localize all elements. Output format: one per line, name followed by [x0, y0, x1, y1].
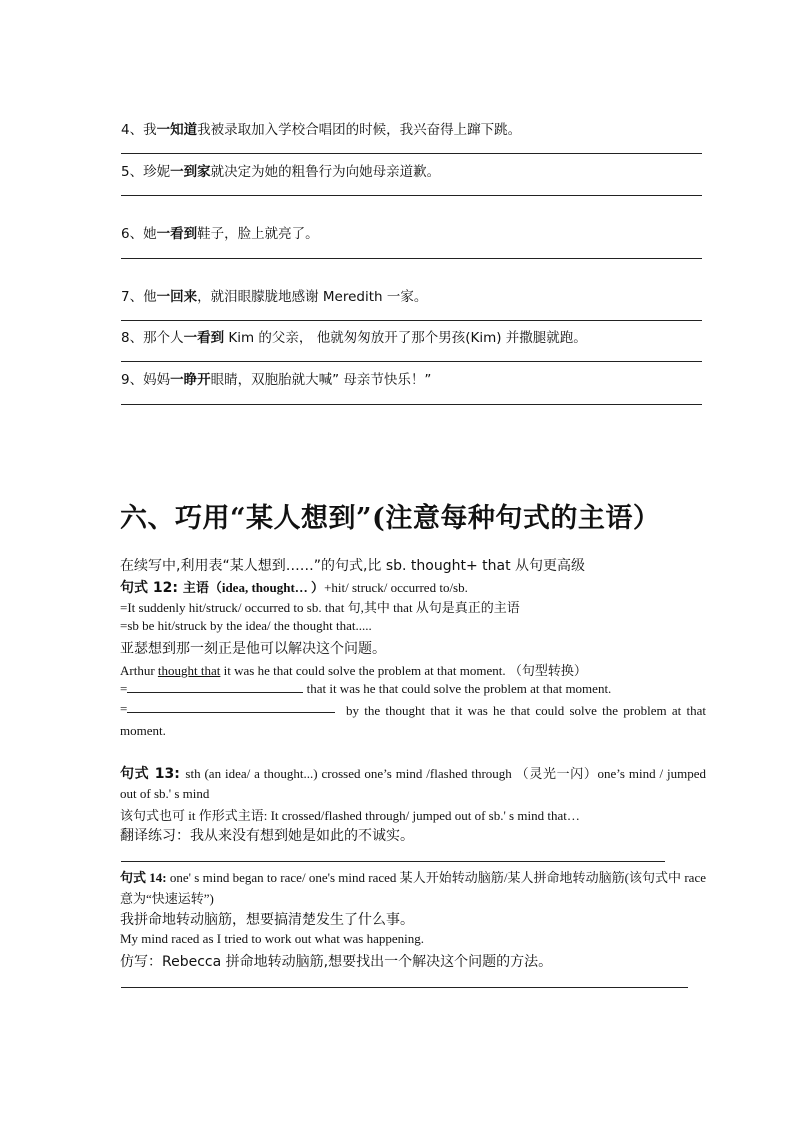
question-keyword: 一到家 [170, 164, 211, 180]
question-text: 我 [143, 122, 157, 138]
question-text: 我被录取加入学校合唱团的时候，我兴奋得上蹿下跳。 [197, 122, 522, 138]
pattern-label: 句式 12: [120, 580, 183, 596]
question-5 [121, 160, 440, 180]
question-keyword: 一睁开 [170, 372, 211, 388]
question-6 [121, 222, 319, 242]
equals-sign: = [120, 681, 128, 696]
question-text: 鞋子，脸上就亮了。 [197, 226, 319, 242]
question-number: 5、 [121, 164, 144, 180]
pattern-12-rewrite-1 [120, 681, 611, 697]
question-text: 妈妈 [143, 372, 171, 388]
answer-line[interactable] [121, 195, 702, 196]
question-keyword: 一看到 [183, 330, 225, 346]
question-keyword: 一知道 [156, 122, 198, 138]
pattern-12-heading [120, 577, 468, 597]
example-text: it was he that could solve the problem at that moment. （句型转换） [220, 663, 587, 678]
question-text: 就决定为她的粗鲁行为向她母亲道歉。 [210, 164, 441, 180]
question-text: 她 [143, 226, 157, 242]
question-text: 他 [143, 289, 157, 305]
equals-sign: = [120, 701, 128, 716]
answer-line[interactable] [121, 258, 702, 259]
answer-line[interactable] [121, 861, 665, 862]
pattern-12-rewrite-2: by the thought that it was he that could solve the problem at that moment. [120, 703, 706, 738]
example-text: Arthur [120, 663, 158, 678]
pattern-subject: 主语（idea, thought… ） [182, 580, 325, 595]
question-7 [121, 285, 427, 305]
question-9 [121, 368, 431, 388]
pattern-12-example-cn: 亚瑟想到那一刻正是他可以解决这个问题。 [120, 641, 386, 657]
question-number: 7、 [121, 289, 144, 305]
pattern-12-example-en [120, 660, 587, 679]
question-number: 8、 [121, 330, 144, 346]
question-4 [121, 118, 521, 138]
answer-line[interactable] [121, 404, 702, 405]
pattern-12-line-3: =sb be hit/struck by the idea/ the thought that..... [120, 618, 372, 633]
question-number: 4、 [121, 122, 144, 138]
pattern-rest: one' s mind began to race/ one's mind raced 某人开始转动脑筋/某人拼命地转动脑筋(该句式中 race 意为“快速运转”) [120, 870, 706, 906]
question-text: Kim 的父亲， 他就匆匆放开了那个男孩(Kim) 并撒腿就跑。 [224, 330, 587, 346]
pattern-rest: sth (an idea/ a thought...) crossed one’s mind /flashed through （灵光一闪）one’s mind / jumped out of sb.' s mind [120, 766, 706, 801]
pattern-13-line-2: 该句式也可 it 作形式主语: It crossed/flashed through/ jumped out of sb.' s mind that… [120, 808, 580, 823]
pattern-14-example-cn: 我拼命地转动脑筋，想要搞清楚发生了什么事。 [120, 912, 414, 928]
question-keyword: 一回来 [156, 289, 198, 305]
answer-line[interactable] [121, 320, 702, 321]
pattern-12-line-2: =It suddenly hit/struck/ occurred to sb. that 句,其中 that 从句是真正的主语 [120, 600, 520, 615]
question-8 [121, 326, 587, 346]
section-intro: 在续写中,利用表“某人想到……”的句式,比 sb. thought+ that 从句更高级 [120, 558, 586, 574]
pattern-14-example-en: My mind raced as I tried to work out what was happening. [120, 931, 424, 946]
pattern-14-heading [120, 867, 706, 909]
section-title: 六、巧用“某人想到”(注意每种句式的主语） [120, 503, 661, 534]
answer-line[interactable] [121, 153, 702, 154]
pattern-13-exercise: 翻译练习：我从来没有想到她是如此的不诚实。 [120, 828, 414, 844]
pattern-rest: +hit/ struck/ occurred to/sb. [324, 580, 468, 595]
rewrite-text: that it was he that could solve the problem at that moment. [303, 681, 612, 696]
pattern-13-heading [120, 764, 706, 804]
question-keyword: 一看到 [156, 226, 198, 242]
fill-blank[interactable] [127, 681, 303, 693]
question-text: 珍妮 [143, 164, 171, 180]
answer-line[interactable] [121, 987, 688, 988]
question-number: 6、 [121, 226, 144, 242]
question-text: 眼睛，双胞胎就大喊” 母亲节快乐！” [210, 372, 432, 388]
question-number: 9、 [121, 372, 144, 388]
answer-line[interactable] [121, 361, 702, 362]
example-underlined: thought that [157, 663, 221, 678]
question-text: ，就泪眼朦胧地感谢 Meredith 一家。 [197, 289, 428, 305]
pattern-14-task: 仿写：Rebecca 拼命地转动脑筋,想要找出一个解决这个问题的方法。 [120, 954, 553, 970]
pattern-label: 句式 13: [120, 766, 186, 782]
question-text: 那个人 [143, 330, 184, 346]
pattern-label: 句式 14: [120, 870, 167, 885]
